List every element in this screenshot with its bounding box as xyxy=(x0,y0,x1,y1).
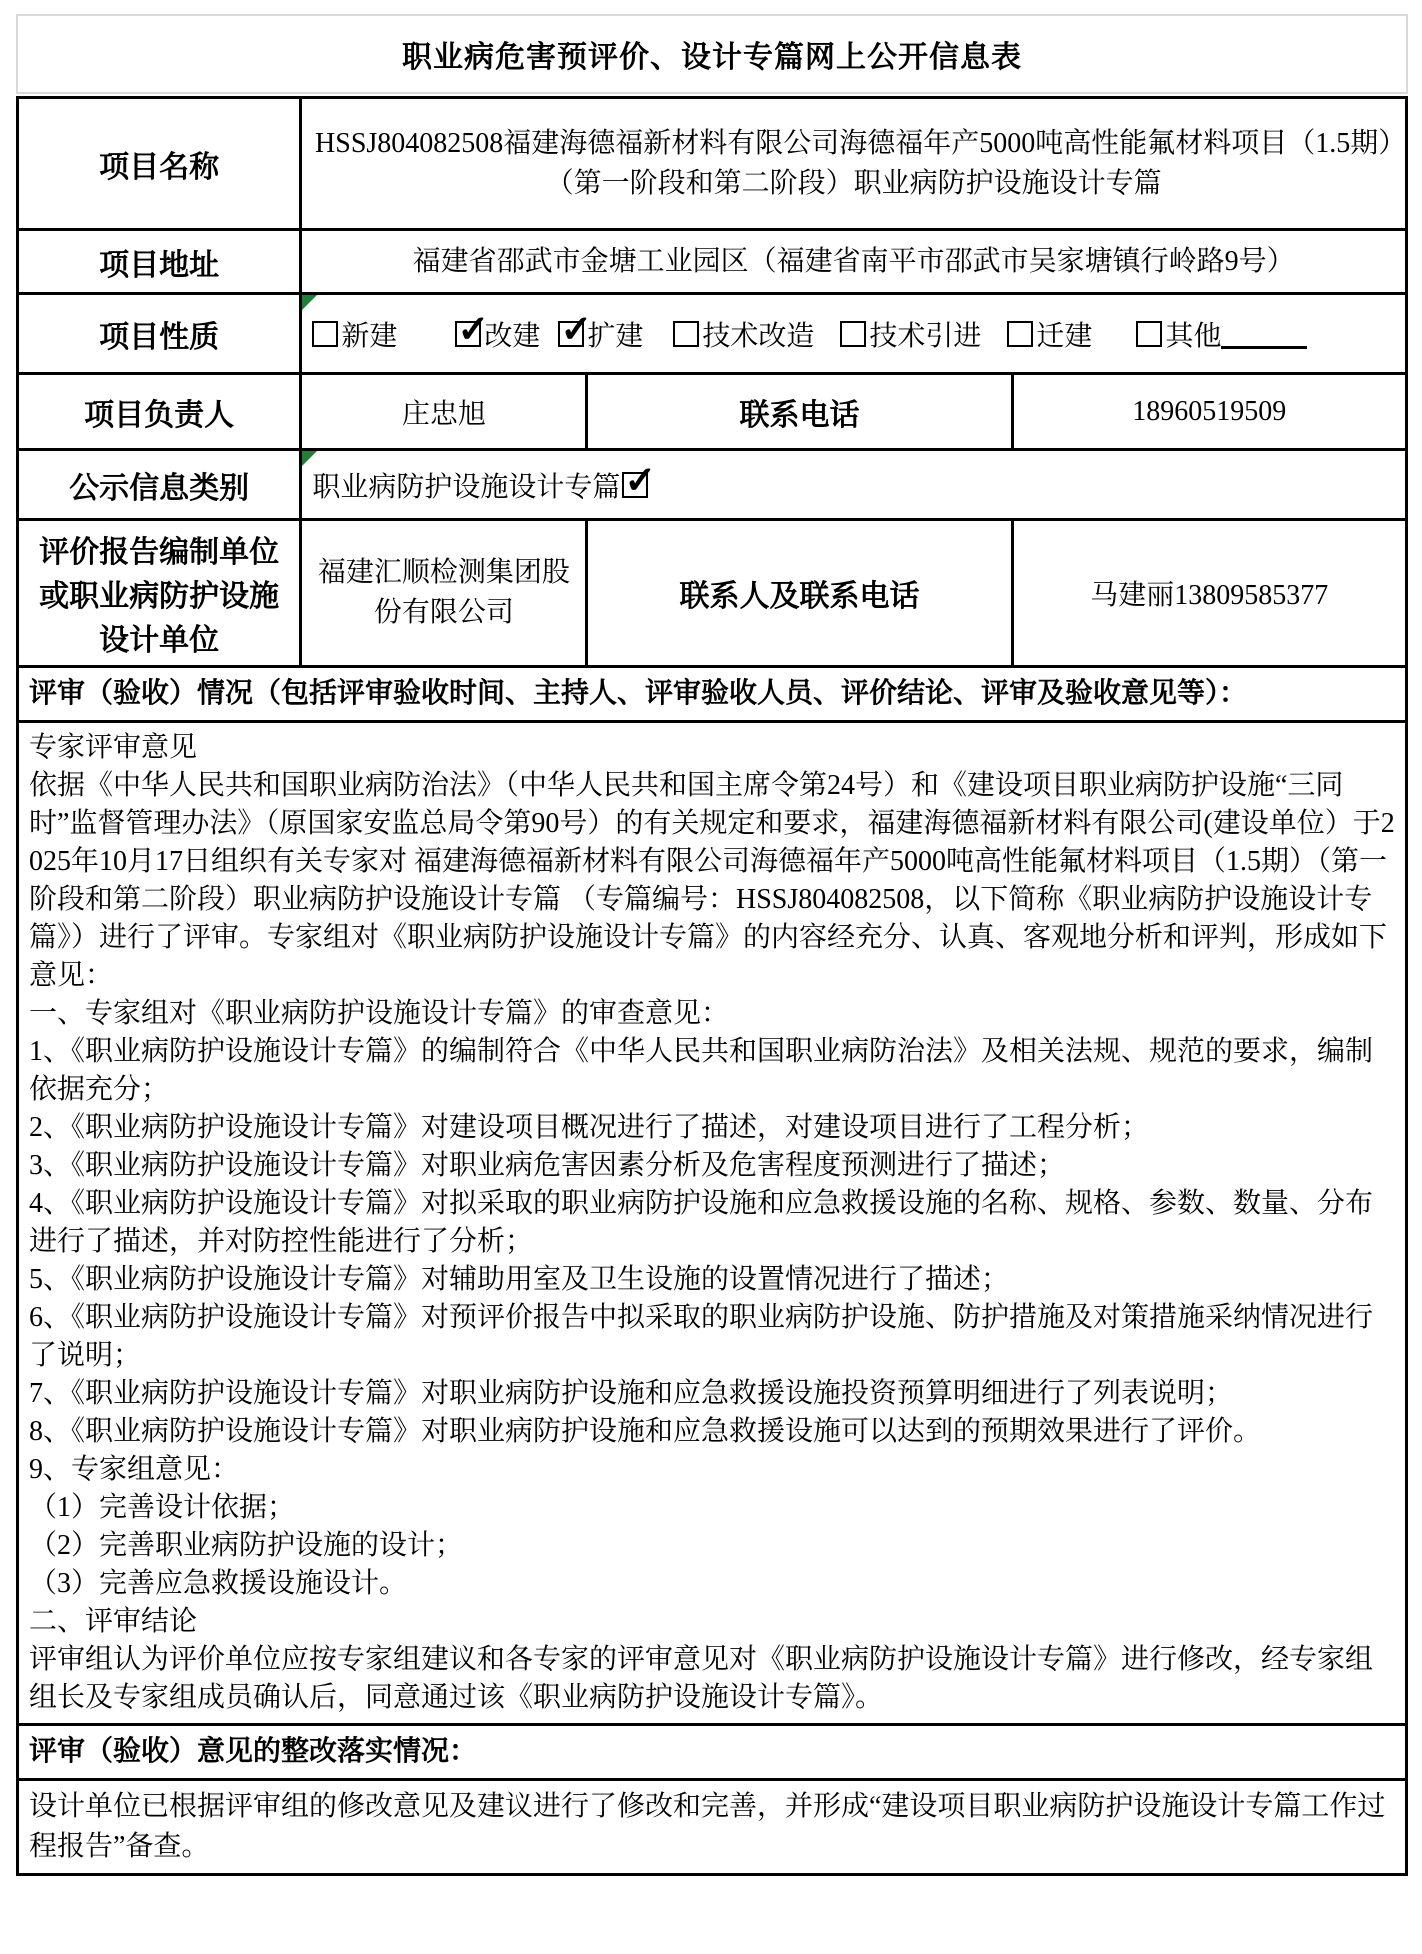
other-blank-line xyxy=(1221,319,1307,349)
cell-flag-triangle-icon xyxy=(302,295,317,310)
row-project-name xyxy=(18,98,1407,230)
project-address-label: 项目地址 xyxy=(18,230,301,294)
project-address-value: 福建省邵武市金塘工业园区（福建省南平市邵武市吴家塘镇行岭路9号） xyxy=(301,230,1407,294)
project-name-label: 项目名称 xyxy=(18,98,301,230)
review-paragraph: 3、《职业病防护设施设计专篇》对职业病危害因素分析及危害程度预测进行了描述； xyxy=(29,1150,1066,1181)
project-nature-value xyxy=(301,294,1407,374)
checkbox-empty-icon xyxy=(312,321,338,347)
project-leader-value: 庄忠旭 xyxy=(301,374,587,450)
nature-option-其他 xyxy=(1136,314,1307,354)
review-section-header: 评审（验收）情况（包括评审验收时间、主持人、评审验收人员、评价结论、评审及验收意见等）： xyxy=(18,667,1407,722)
rectification-body: 设计单位已根据评审组的修改意见及建议进行了修改和完善，并形成“建设项目职业病防护设施设计专篇工作过程报告”备查。 xyxy=(29,1791,1386,1862)
checkbox-checked-icon xyxy=(455,321,481,347)
review-paragraph: 9、专家组意见： xyxy=(29,1454,240,1485)
contact-value: 马建丽13809585377 xyxy=(1012,520,1407,667)
review-paragraph: 一、专家组对《职业病防护设施设计专篇》的审查意见： xyxy=(29,998,730,1029)
row-rectification-header xyxy=(18,1725,1407,1780)
public-info-type-line xyxy=(312,465,1395,505)
row-design-unit xyxy=(18,520,1407,667)
row-review-body xyxy=(18,722,1407,1725)
public-info-type-text: 职业病防护设施设计专篇 xyxy=(312,471,621,503)
nature-option-label: 技术引进 xyxy=(869,320,982,352)
review-paragraph: （3）完善应急救援设施设计。 xyxy=(29,1568,408,1599)
nature-option-迁建 xyxy=(1007,314,1092,354)
review-paragraph: （2）完善职业病防护设施的设计； xyxy=(29,1530,464,1561)
review-paragraph: 2、《职业病防护设施设计专篇》对建设项目概况进行了描述，对建设项目进行了工程分析； xyxy=(29,1112,1150,1143)
nature-option-改建 xyxy=(455,314,540,354)
review-paragraph: 7、《职业病防护设施设计专篇》对职业病防护设施和应急救援设施投资预算明细进行了列表说明； xyxy=(29,1378,1234,1409)
cell-flag-triangle-icon xyxy=(302,451,317,466)
review-paragraph: 6、《职业病防护设施设计专篇》对预评价报告中拟采取的职业病防护设施、防护措施及对策措施采纳情况进行了说明； xyxy=(29,1302,1374,1371)
project-leader-label: 项目负责人 xyxy=(18,374,301,450)
project-name-value: HSSJ804082508福建海德福新材料有限公司海德福年产5000吨高性能氟材料项目（1.5期）（第一阶段和第二阶段）职业病防护设施设计专篇 xyxy=(301,98,1407,230)
phone-value: 18960519509 xyxy=(1012,374,1407,450)
design-unit-label: 评价报告编制单位或职业病防护设施设计单位 xyxy=(18,520,301,667)
row-project-nature xyxy=(18,294,1407,374)
project-nature-label: 项目性质 xyxy=(18,294,301,374)
rectification-section-header: 评审（验收）意见的整改落实情况： xyxy=(18,1725,1407,1780)
nature-option-技术引进 xyxy=(840,314,981,354)
document-page xyxy=(16,14,1408,1876)
info-table xyxy=(16,96,1408,1876)
review-paragraph: 二、评审结论 xyxy=(29,1606,198,1637)
checkbox-checked-icon xyxy=(558,321,584,347)
checkbox-checked-icon xyxy=(622,472,648,498)
row-public-info-type xyxy=(18,450,1407,520)
review-paragraph: （1）完善设计依据； xyxy=(29,1492,296,1523)
public-info-type-value xyxy=(301,450,1407,520)
review-paragraph: 评审组认为评价单位应按专家组建议和各专家的评审意见对《职业病防护设施设计专篇》进行修改，经专家组组长及专家组成员确认后，同意通过该《职业病防护设施设计专篇》。 xyxy=(29,1644,1374,1713)
page-title: 职业病危害预评价、设计专篇网上公开信息表 xyxy=(402,41,1022,74)
contact-label: 联系人及联系电话 xyxy=(587,520,1012,667)
nature-option-技术改造 xyxy=(673,314,814,354)
design-unit-value: 福建汇顺检测集团股份有限公司 xyxy=(301,520,587,667)
review-paragraph: 专家评审意见 xyxy=(29,732,198,763)
review-paragraphs xyxy=(18,722,1407,1725)
row-project-address xyxy=(18,230,1407,294)
rectification-body-cell xyxy=(18,1780,1407,1875)
nature-option-新建 xyxy=(312,314,397,354)
review-paragraph: 8、《职业病防护设施设计专篇》对职业病防护设施和应急救援设施可以达到的预期效果进行了评价。 xyxy=(29,1416,1262,1447)
public-info-type-label: 公示信息类别 xyxy=(18,450,301,520)
review-paragraph: 依据《中华人民共和国职业病防治法》（中华人民共和国主席令第24号）和《建设项目职业病防护设施“三同时”监督管理办法》（原国家安监总局令第90号）的有关规定和要求，福建海德福新材料有限公司(建设单位）于2025年10月17日组织有关专家对 福建海德福新材料有限公司海德福年产5000吨高性能氟材料项目（1.5期）（第一阶段和第二阶段）职业病防护设施设计专篇 （专篇编号：HSSJ804082508，以下简称《职业病防护设施设计专篇》）进行了评审。专家组对《职业病防护设施设计专篇》的内容经充分、认真、客观地分析和评判，形成如下意见： xyxy=(29,770,1395,991)
phone-label: 联系电话 xyxy=(587,374,1012,450)
row-project-leader xyxy=(18,374,1407,450)
row-review-header xyxy=(18,667,1407,722)
document-title-box xyxy=(16,14,1408,94)
checkbox-empty-icon xyxy=(1007,321,1033,347)
checkbox-empty-icon xyxy=(840,321,866,347)
review-paragraph: 4、《职业病防护设施设计专篇》对拟采取的职业病防护设施和应急救援设施的名称、规格、参数、数量、分布进行了描述，并对防控性能进行了分析； xyxy=(29,1188,1374,1257)
row-rectification-body xyxy=(18,1780,1407,1875)
nature-option-label: 改建 xyxy=(484,320,541,352)
review-paragraph: 1、《职业病防护设施设计专篇》的编制符合《中华人民共和国职业病防治法》及相关法规、规范的要求，编制依据充分； xyxy=(29,1036,1374,1105)
nature-option-扩建 xyxy=(558,314,643,354)
nature-option-label: 迁建 xyxy=(1036,320,1093,352)
review-paragraph: 5、《职业病防护设施设计专篇》对辅助用室及卫生设施的设置情况进行了描述； xyxy=(29,1264,1010,1295)
nature-options xyxy=(312,314,1395,354)
nature-option-label: 技术改造 xyxy=(702,320,815,352)
nature-option-label: 新建 xyxy=(341,320,398,352)
nature-option-label: 其他 xyxy=(1165,320,1222,352)
checkbox-empty-icon xyxy=(1136,321,1162,347)
nature-option-label: 扩建 xyxy=(587,320,644,352)
checkbox-empty-icon xyxy=(673,321,699,347)
